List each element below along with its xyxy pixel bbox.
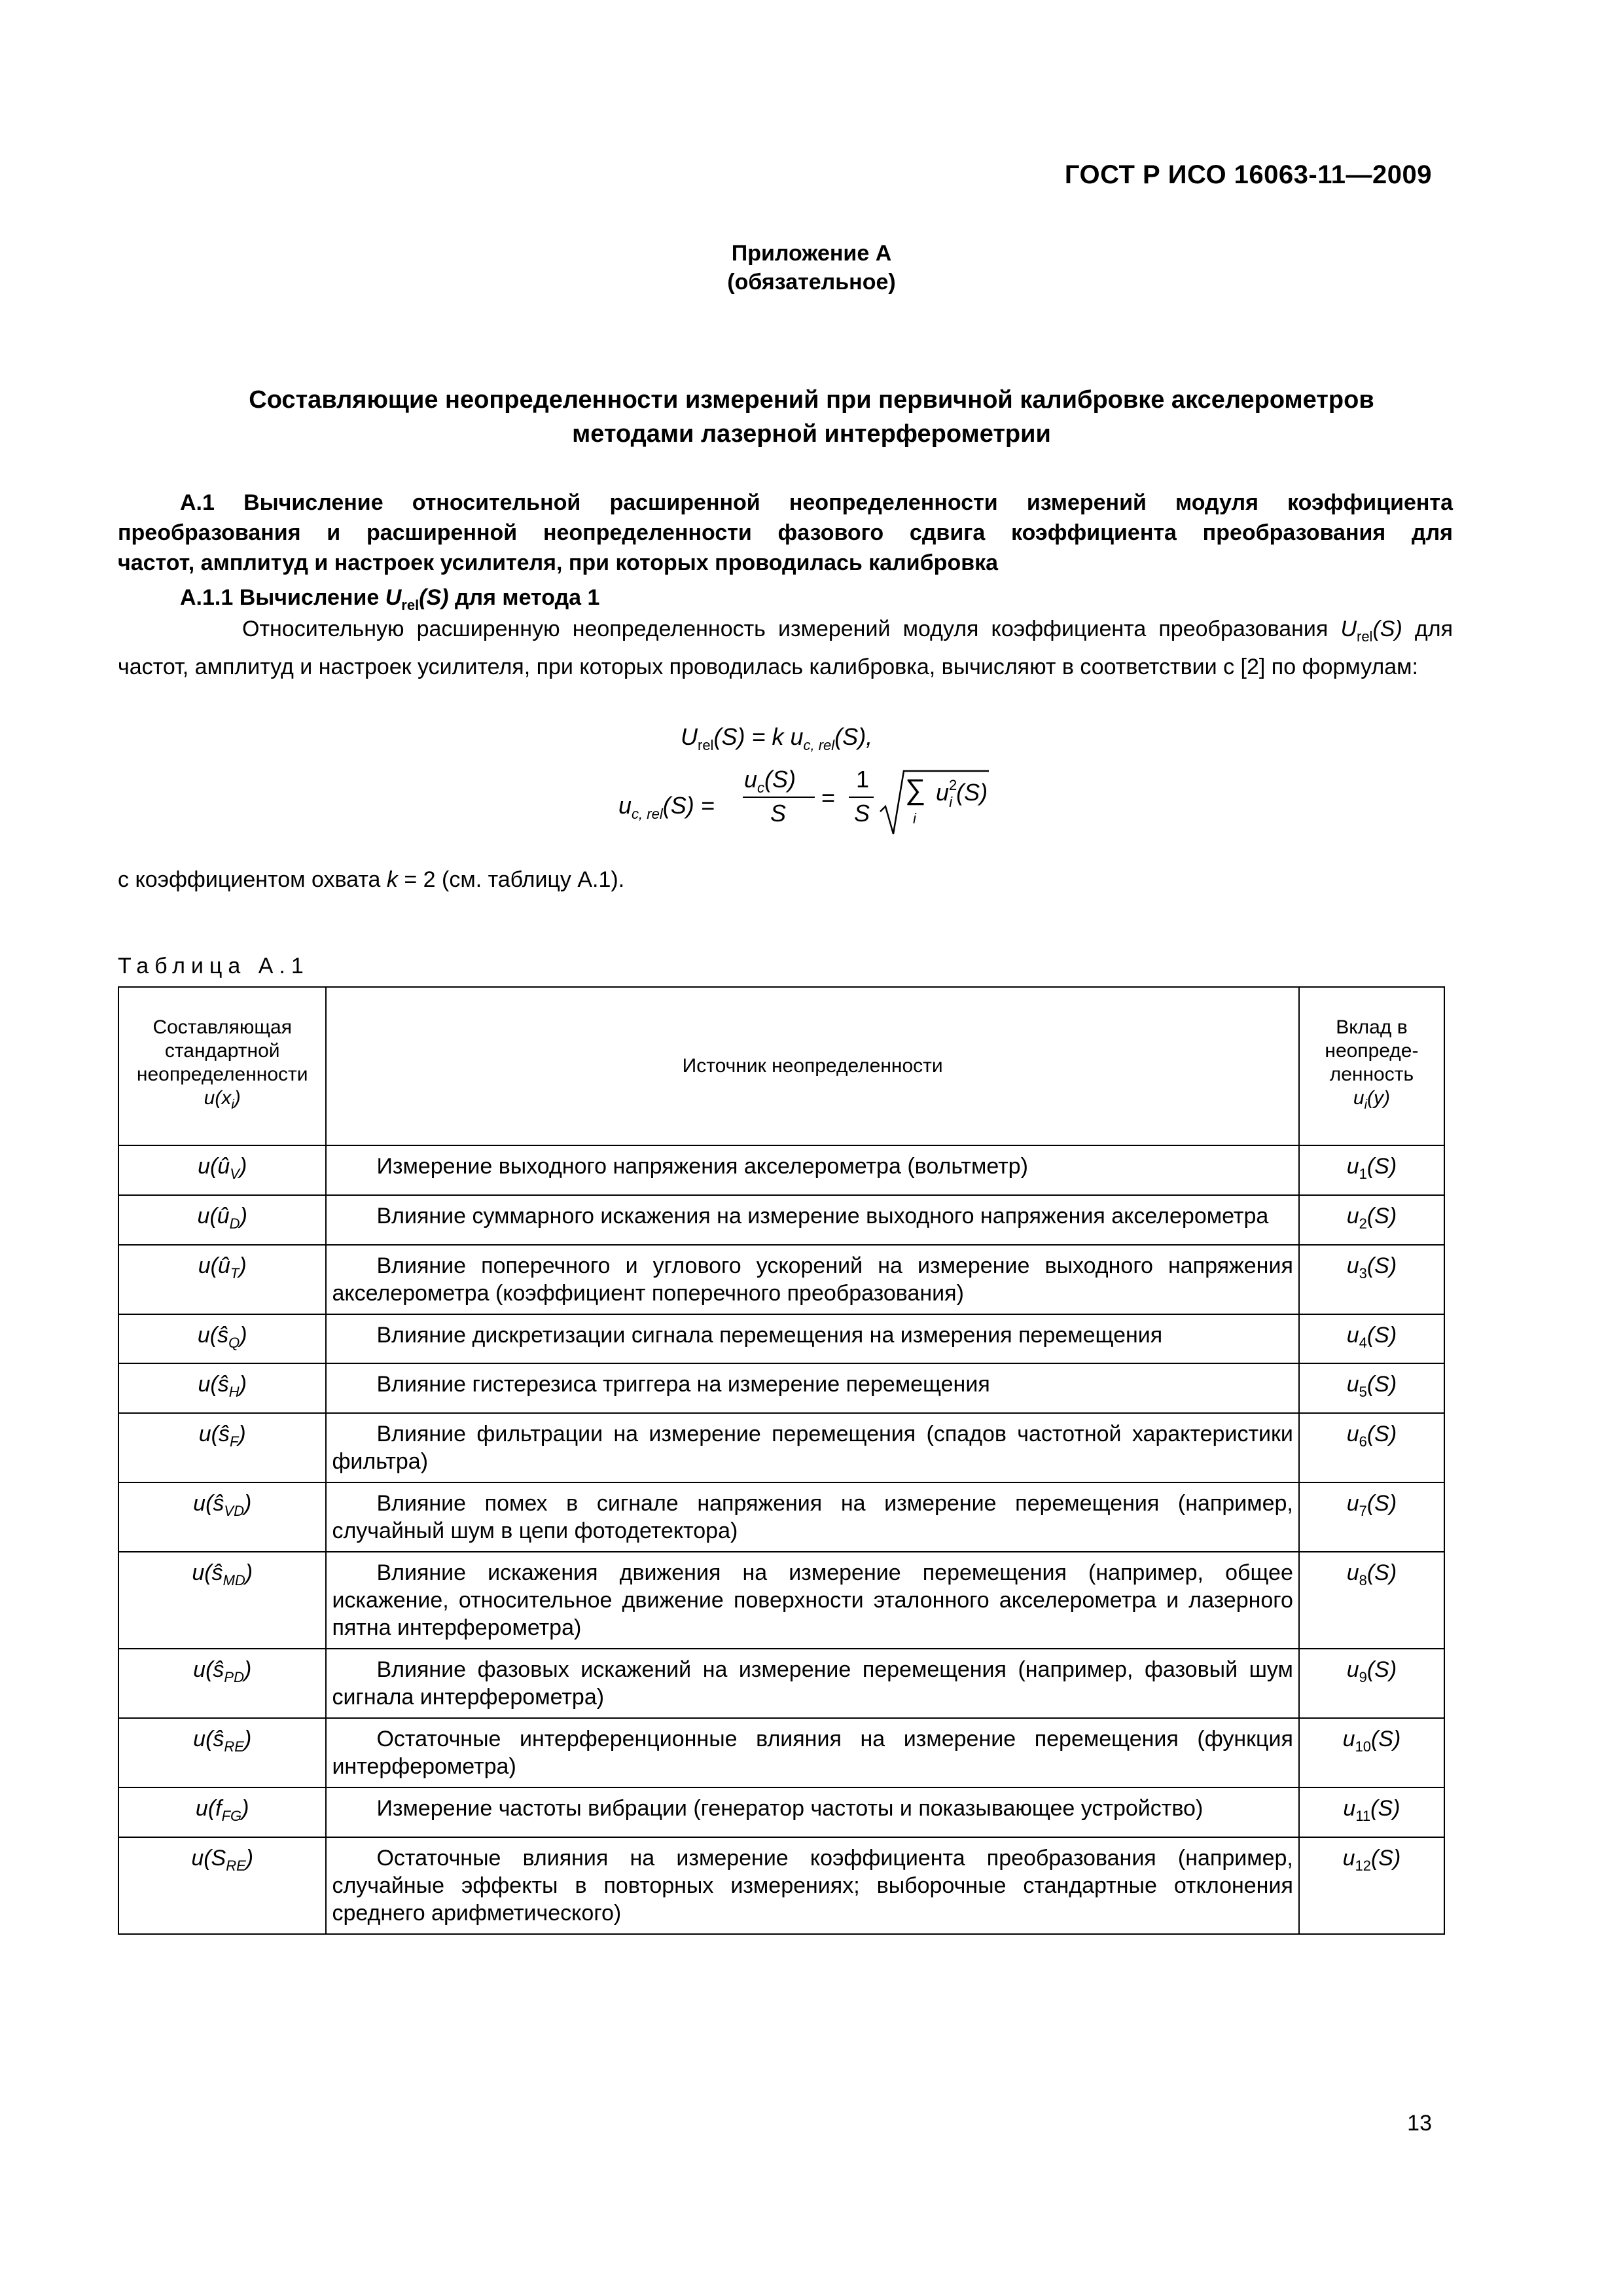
section-a1-line-3: частот, амплитуд и настроек усилителя, при которых проводилась калибровка	[118, 550, 999, 575]
row-contribution-cell	[1299, 1482, 1444, 1552]
table-caption: Таблица А.1	[118, 954, 310, 978]
section-a11-subscript: rel	[401, 596, 419, 613]
formula2-num-sub: c	[757, 780, 765, 797]
paragraph-subscript: rel	[1357, 628, 1373, 645]
page-number: 13	[1407, 2111, 1432, 2136]
component-close: )	[245, 1845, 254, 1871]
table-row	[118, 1787, 1444, 1837]
row-source-cell: Измерение частоты вибрации (генератор частоты и показывающее устройство)	[326, 1787, 1298, 1837]
component-subscript: PD	[224, 1668, 244, 1685]
section-a11-suffix: для метода 1	[448, 585, 600, 610]
component-subscript: Q	[228, 1334, 240, 1351]
coverage-k: k	[386, 867, 398, 892]
component-close: )	[243, 1491, 252, 1516]
formula2-lhs-symbol: u	[618, 792, 632, 819]
row-component-cell	[118, 1145, 326, 1195]
header-source: Источник неопределенности	[326, 987, 1298, 1145]
component-close: )	[239, 1372, 247, 1397]
row-contribution-cell	[1299, 1552, 1444, 1649]
component-subscript: T	[230, 1265, 240, 1282]
table-row	[118, 1195, 1444, 1245]
row-contribution-cell	[1299, 1718, 1444, 1787]
formula2-lhs-arg: (S) =	[662, 792, 715, 819]
row-source-cell: Влияние поперечного и углового ускорений на измерение выходного напряжения акселерометра (коэффициент поперечного преобразования)	[326, 1245, 1298, 1314]
component-symbol: u(û	[197, 1203, 230, 1229]
component-subscript: FG	[221, 1807, 242, 1824]
component-symbol: u(ŝ	[197, 1322, 229, 1348]
annex-title-line-1: Составляющие неопределенности измерений при первичной калибровке акселерометров	[249, 386, 1374, 414]
formula2-num-symbol: u	[744, 766, 758, 793]
formula2-fraction-bar-1	[743, 797, 815, 798]
contribution-argument: (S)	[1370, 1727, 1401, 1752]
formula2-sum-index: i	[913, 810, 916, 827]
contribution-subscript: 1	[1359, 1165, 1367, 1182]
contribution-subscript: 12	[1355, 1857, 1371, 1874]
formula2-term-sub: i	[949, 794, 953, 810]
component-symbol: u(ŝ	[192, 1560, 223, 1586]
row-source-cell: Остаточные интерференционные влияния на измерение перемещения (функция интерферометра)	[326, 1718, 1298, 1787]
table-header-row	[118, 987, 1444, 1145]
formula2-den2-symbol: S	[854, 800, 870, 827]
row-component-cell	[118, 1363, 326, 1413]
contribution-subscript: 10	[1355, 1738, 1371, 1755]
header-component-close: )	[234, 1087, 241, 1109]
row-component-cell	[118, 1245, 326, 1314]
table-row	[118, 1363, 1444, 1413]
section-a1-line-2: преобразования и расширенной неопределенности фазового сдвига коэффициента преобразования для	[118, 520, 1453, 545]
header-contribution-sym: u	[1353, 1087, 1364, 1109]
row-component-cell	[118, 1413, 326, 1482]
header-component-line-1: Составляющая	[152, 1016, 292, 1038]
annex-label: Приложение А	[731, 241, 892, 266]
uncertainty-table	[118, 986, 1445, 1935]
component-symbol: u(û	[198, 1253, 230, 1278]
table-body	[118, 1145, 1444, 1934]
contribution-symbol: u	[1346, 1422, 1359, 1447]
contribution-symbol: u	[1342, 1845, 1355, 1871]
formula2-numerator	[744, 766, 796, 797]
header-component-line-2: стандартной	[164, 1040, 280, 1062]
section-a11-symbol: U	[385, 585, 402, 610]
formula1-rhs-arg: (S),	[834, 723, 873, 750]
contribution-subscript: 3	[1359, 1265, 1367, 1282]
component-symbol: u(S	[191, 1845, 226, 1871]
row-contribution-cell	[1299, 1649, 1444, 1718]
formula2-term-sup: 2	[949, 777, 957, 793]
contribution-symbol: u	[1343, 1796, 1356, 1821]
component-close: )	[238, 1422, 246, 1447]
formula2-lhs-sub: c, rel	[632, 806, 663, 823]
formula2-num-arg: (S)	[764, 766, 796, 793]
table-row	[118, 1245, 1444, 1314]
row-contribution-cell	[1299, 1413, 1444, 1482]
component-symbol: u(û	[198, 1154, 230, 1179]
component-symbol: u(ŝ	[193, 1727, 224, 1752]
coverage-text-before: с коэффициентом охвата	[118, 867, 387, 892]
contribution-symbol: u	[1346, 1203, 1359, 1229]
formula2-term	[936, 777, 988, 810]
table-row	[118, 1482, 1444, 1552]
formula2-sum-symbol: ∑	[905, 774, 926, 806]
annex-title	[0, 383, 1623, 451]
row-component-cell	[118, 1649, 326, 1718]
component-subscript: V	[230, 1165, 240, 1182]
contribution-symbol: u	[1346, 1657, 1359, 1683]
annex-status: (обязательное)	[727, 270, 896, 295]
row-component-cell	[118, 1552, 326, 1649]
header-contribution-arg: (y)	[1367, 1087, 1390, 1109]
formula-expanded-uncertainty	[681, 723, 872, 754]
header-contribution-line-2: неопреде-	[1325, 1040, 1419, 1062]
table-row	[118, 1649, 1444, 1718]
contribution-argument: (S)	[1366, 1422, 1397, 1447]
component-subscript: H	[228, 1384, 240, 1401]
annex-title-line-2: методами лазерной интерферометрии	[572, 420, 1051, 448]
component-subscript: D	[229, 1215, 240, 1232]
row-source-cell: Влияние гистерезиса триггера на измерение перемещения	[326, 1363, 1298, 1413]
contribution-symbol: u	[1346, 1491, 1359, 1516]
component-close: )	[239, 1154, 247, 1179]
component-close: )	[243, 1657, 252, 1683]
component-subscript: MD	[223, 1571, 245, 1588]
row-contribution-cell	[1299, 1837, 1444, 1934]
row-contribution-cell	[1299, 1363, 1444, 1413]
row-source-cell: Влияние фазовых искажений на измерение перемещения (например, фазовый шум сигнала интерферометра)	[326, 1649, 1298, 1718]
header-component-symbol	[124, 1086, 320, 1117]
component-symbol: u(ŝ	[198, 1372, 229, 1397]
contribution-subscript: 5	[1359, 1384, 1367, 1401]
section-a11-prefix: А.1.1 Вычисление	[180, 585, 385, 610]
header-component-sub: i	[231, 1098, 234, 1112]
component-symbol: u(ŝ	[193, 1657, 224, 1683]
row-component-cell	[118, 1718, 326, 1787]
component-close: )	[240, 1203, 247, 1229]
formula2-one: 1	[856, 766, 870, 793]
table-row	[118, 1314, 1444, 1364]
paragraph-part-2: для частот, амплитуд и настроек усилителя, при которых проводилась калибровка, вычисляют в соответствии с [2] по формулам:	[118, 617, 1453, 679]
contribution-symbol: u	[1346, 1322, 1359, 1348]
paragraph-argument: (S)	[1372, 617, 1402, 641]
row-component-cell	[118, 1195, 326, 1245]
contribution-subscript: 2	[1359, 1215, 1367, 1232]
formula2-equals: =	[821, 784, 836, 811]
contribution-symbol: u	[1346, 1560, 1359, 1586]
header-contribution-symbol	[1305, 1086, 1438, 1117]
section-a11-argument: (S)	[419, 585, 449, 610]
row-source-cell: Остаточные влияния на измерение коэффициента преобразования (например, случайные эффекты в повторных измерениях; выборочные стандартные отклонения среднего арифметического)	[326, 1837, 1298, 1934]
row-component-cell	[118, 1787, 326, 1837]
contribution-subscript: 8	[1359, 1571, 1367, 1588]
component-close: )	[240, 1322, 247, 1348]
row-contribution-cell	[1299, 1195, 1444, 1245]
formula2-term-arg: (S)	[956, 779, 988, 806]
component-subscript: VD	[224, 1502, 244, 1519]
contribution-argument: (S)	[1370, 1845, 1401, 1871]
header-contribution	[1299, 987, 1444, 1145]
component-symbol: u(ŝ	[198, 1422, 230, 1447]
row-source-cell: Влияние дискретизации сигнала перемещения на измерения перемещения	[326, 1314, 1298, 1364]
formula1-lhs: U	[681, 723, 698, 750]
table-row	[118, 1837, 1444, 1934]
contribution-argument: (S)	[1366, 1322, 1397, 1348]
contribution-symbol: u	[1346, 1372, 1359, 1397]
contribution-symbol: u	[1346, 1154, 1359, 1179]
component-close: )	[245, 1560, 253, 1586]
formula2-denominator-2	[854, 800, 870, 827]
contribution-argument: (S)	[1366, 1253, 1397, 1278]
formula2-lhs	[618, 792, 715, 823]
component-close: )	[243, 1727, 252, 1752]
component-symbol: u(ŝ	[193, 1491, 224, 1516]
row-contribution-cell	[1299, 1145, 1444, 1195]
contribution-argument: (S)	[1366, 1154, 1397, 1179]
formula2-denominator	[770, 800, 786, 827]
component-symbol: u(f	[195, 1796, 222, 1821]
table-row	[118, 1552, 1444, 1649]
component-close: )	[241, 1796, 249, 1821]
row-contribution-cell	[1299, 1787, 1444, 1837]
contribution-argument: (S)	[1366, 1372, 1397, 1397]
contribution-subscript: 11	[1355, 1807, 1371, 1824]
contribution-argument: (S)	[1366, 1491, 1397, 1516]
contribution-symbol: u	[1346, 1253, 1359, 1278]
component-subscript: RE	[224, 1738, 244, 1755]
table-row	[118, 1718, 1444, 1787]
component-subscript: RE	[226, 1857, 246, 1874]
section-a1-heading	[118, 488, 1453, 578]
body-paragraph	[118, 614, 1453, 682]
contribution-symbol: u	[1342, 1727, 1355, 1752]
coverage-text-after: = 2 (см. таблицу А.1).	[397, 867, 625, 892]
row-contribution-cell	[1299, 1314, 1444, 1364]
row-contribution-cell	[1299, 1245, 1444, 1314]
paragraph-part-1: Относительную расширенную неопределенность измерений модуля коэффициента преобразования	[242, 617, 1341, 641]
paragraph-symbol: U	[1340, 617, 1357, 641]
row-source-cell: Влияние помех в сигнале напряжения на измерение перемещения (например, случайный шум в цепи фотодетектора)	[326, 1482, 1298, 1552]
header-contribution-sub: i	[1364, 1098, 1368, 1112]
formula1-rhs-sub: c, rel	[803, 737, 835, 754]
contribution-subscript: 7	[1359, 1502, 1367, 1519]
contribution-subscript: 9	[1359, 1668, 1367, 1685]
annex-heading	[0, 239, 1623, 296]
contribution-argument: (S)	[1366, 1657, 1397, 1683]
row-component-cell	[118, 1482, 326, 1552]
contribution-argument: (S)	[1366, 1560, 1397, 1586]
formula1-lhs-sub: rel	[698, 737, 714, 754]
formula2-term-symbol: u	[936, 779, 950, 806]
row-source-cell: Измерение выходного напряжения акселерометра (вольтметр)	[326, 1145, 1298, 1195]
row-source-cell: Влияние искажения движения на измерение перемещения (например, общее искажение, относительное движение поверхности эталонного акселерометра и лазерного пятна интерферометра)	[326, 1552, 1298, 1649]
coverage-factor-text	[118, 867, 624, 893]
component-subscript: F	[229, 1433, 239, 1450]
header-component-line-3: неопределенности	[136, 1064, 308, 1085]
header-component	[118, 987, 326, 1145]
row-source-cell: Влияние суммарного искажения на измерение выходного напряжения акселерометра	[326, 1195, 1298, 1245]
section-a1-line-1: А.1 Вычисление относительной расширенной неопределенности измерений модуля коэффициента	[180, 490, 1453, 515]
header-contribution-line-1: Вклад в	[1336, 1016, 1408, 1038]
formula1-lhs-arg: (S) = k u	[713, 723, 804, 750]
row-source-cell: Влияние фильтрации на измерение перемещения (спадов частотной характеристики фильтра)	[326, 1413, 1298, 1482]
formula-combined-uncertainty	[618, 766, 988, 851]
contribution-subscript: 4	[1359, 1334, 1367, 1351]
contribution-subscript: 6	[1359, 1433, 1367, 1450]
contribution-argument: (S)	[1366, 1203, 1397, 1229]
document-code: ГОСТ Р ИСО 16063-11—2009	[1064, 160, 1432, 189]
table-row	[118, 1145, 1444, 1195]
contribution-argument: (S)	[1370, 1796, 1400, 1821]
row-component-cell	[118, 1314, 326, 1364]
formula2-fraction-bar-2	[849, 797, 874, 798]
header-contribution-line-3: ленность	[1329, 1064, 1414, 1085]
component-close: )	[239, 1253, 247, 1278]
table-row	[118, 1413, 1444, 1482]
row-component-cell	[118, 1837, 326, 1934]
formula2-den-symbol: S	[770, 800, 787, 827]
header-component-sym: u(x	[204, 1087, 232, 1109]
